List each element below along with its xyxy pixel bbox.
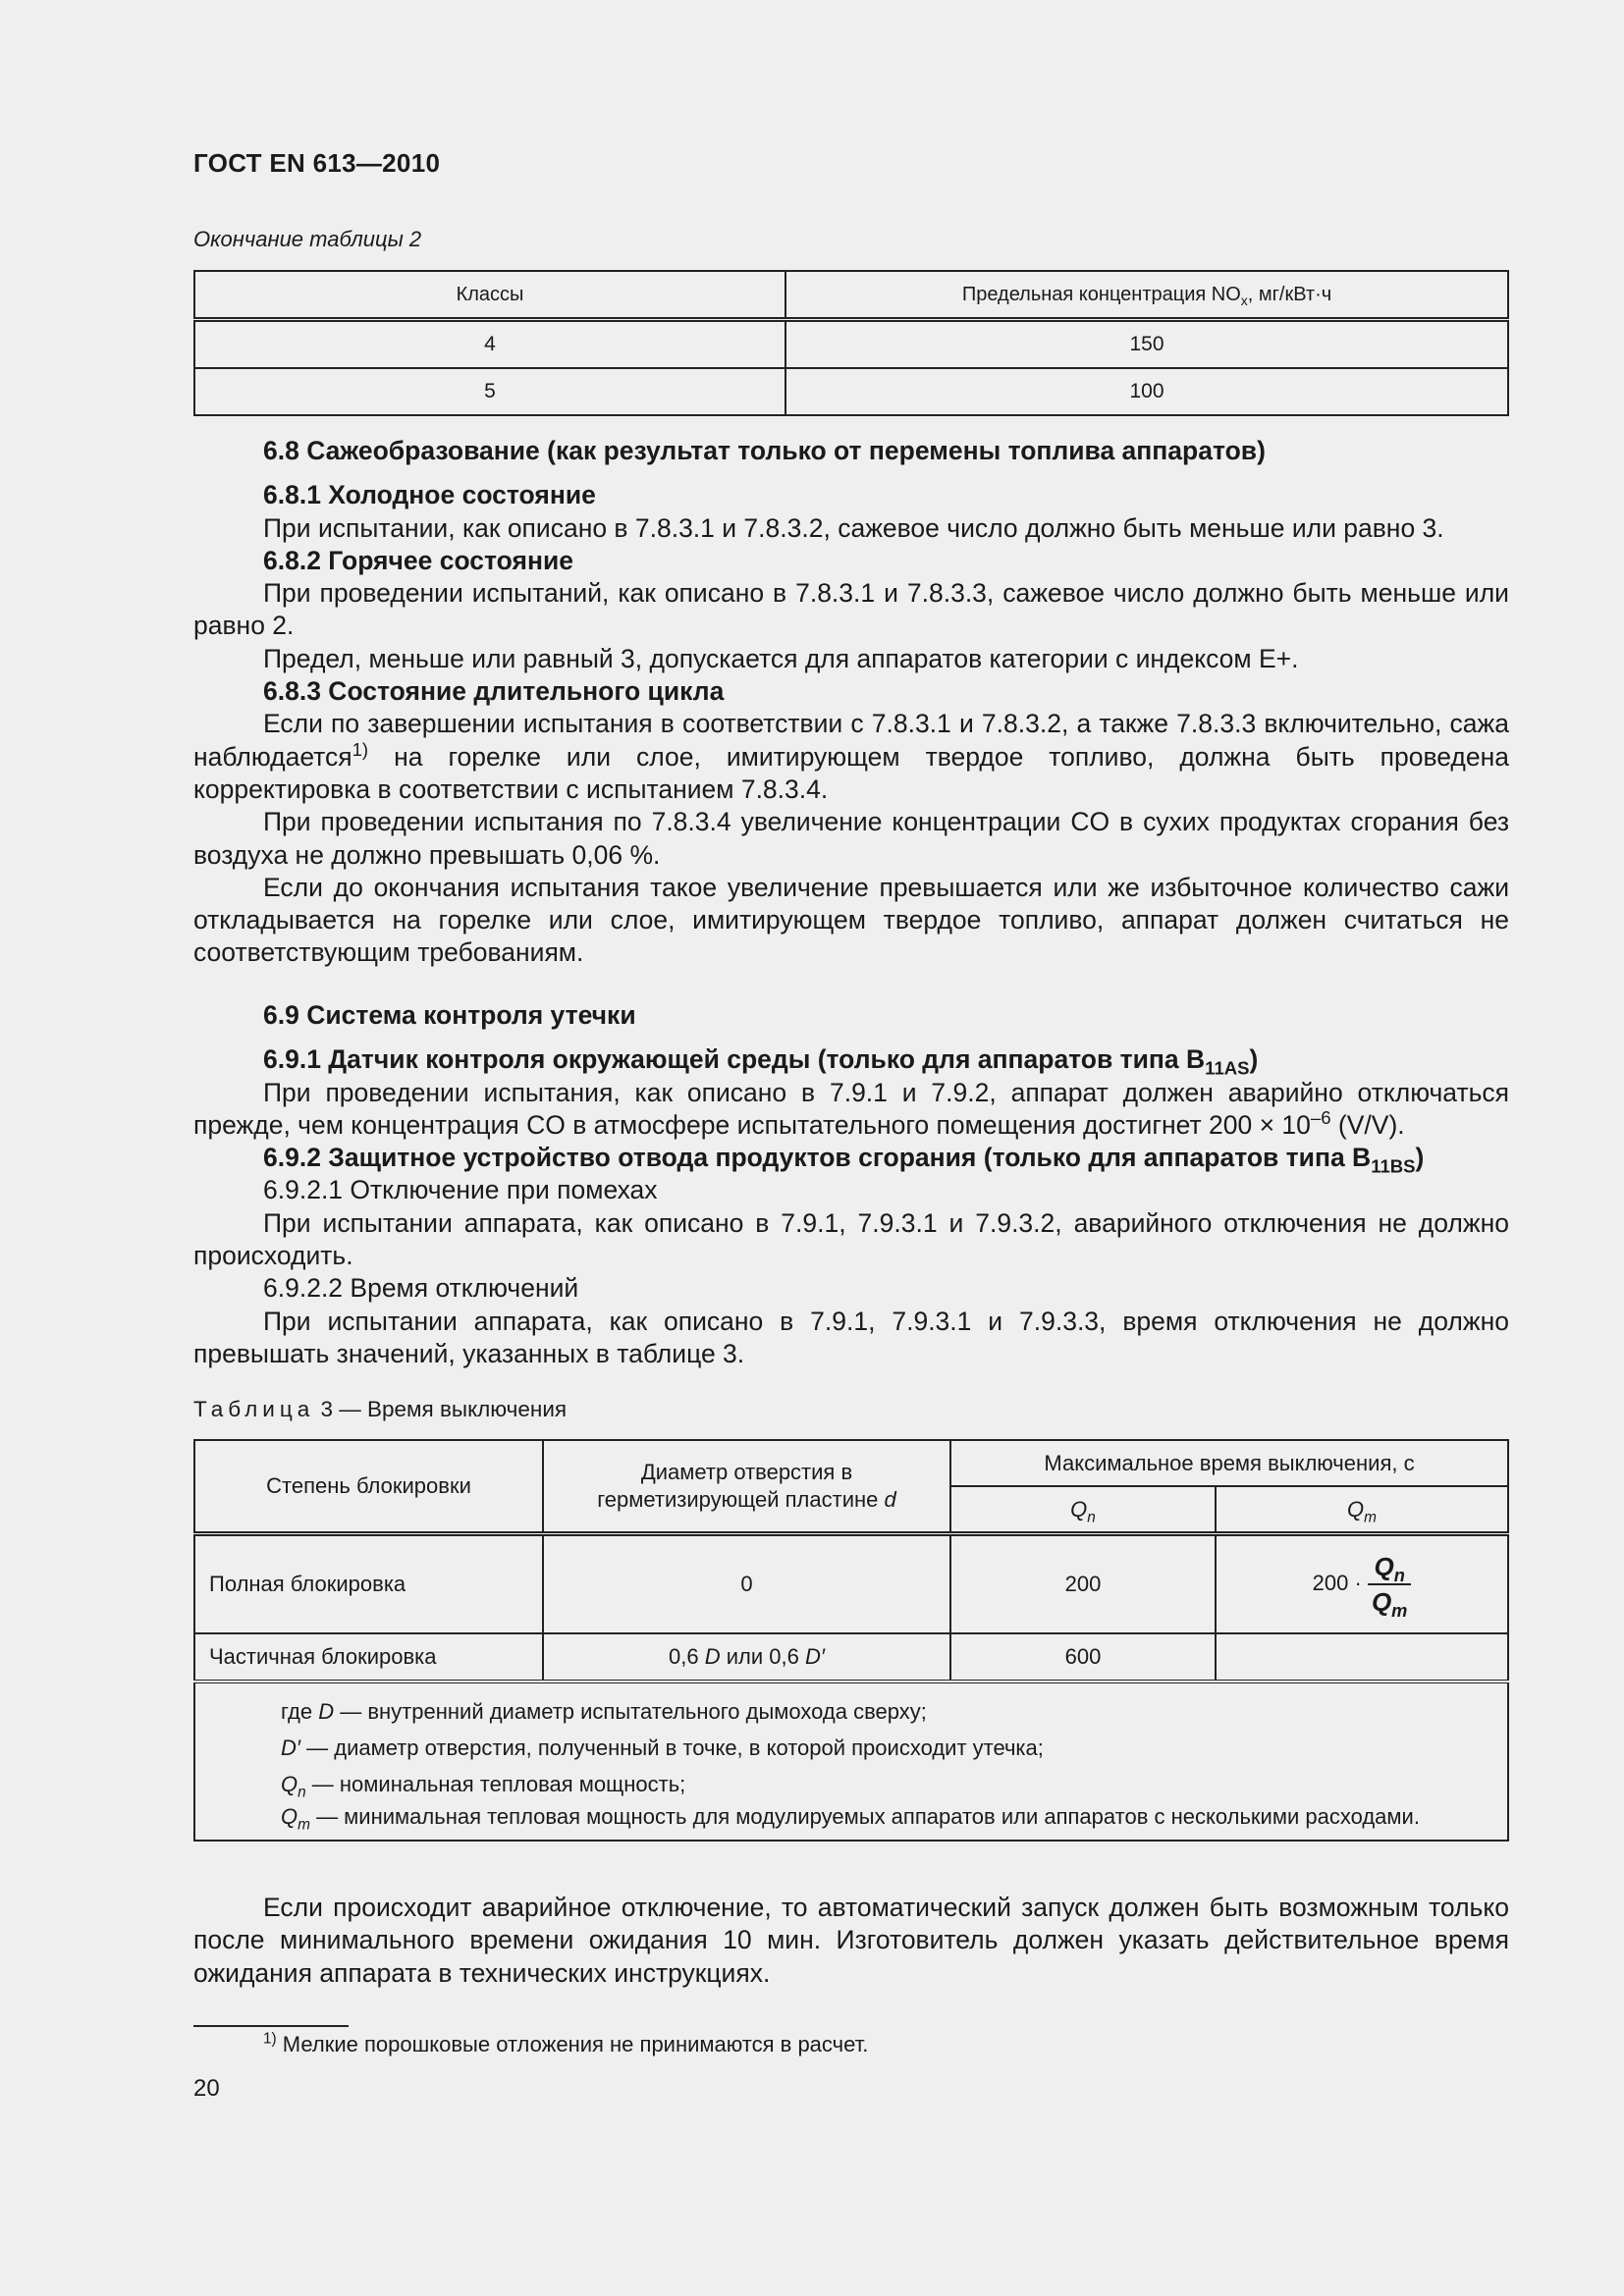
footnote-separator bbox=[193, 2025, 349, 2027]
paragraph: При проведении испытания, как описано в 7.9.1 и 7.9.2, аппарат должен аварийно отключаться прежде, чем концентрация CO в атмосфере испытательного помещения достигнет $200 \times 10^{-6}$ (V/V). bbox=[193, 1077, 1509, 1140]
paragraph: Если происходит аварийное отключение, то автоматический запуск должен быть возможным только после минимального времени ожидания 10 мин. Изготовитель должен указать действительное время ожидания аппарата в технических инструкциях. bbox=[193, 1893, 1509, 1988]
paragraph: При проведении испытания по 7.8.3.4 увеличение концентрации CO в сухих продуктах сгорания без воздуха не должно превышать 0,06 %. bbox=[193, 807, 1509, 870]
cell-diameter: 0 bbox=[543, 1534, 950, 1634]
table-row bbox=[194, 1633, 1508, 1682]
section-6-8 bbox=[193, 435, 1509, 970]
table-row bbox=[194, 368, 1508, 415]
paragraph: При испытании, как описано в 7.8.3.1 и 7.8.3.2, сажевое число должно быть меньше или равно 3. bbox=[263, 512, 1444, 543]
table-2 bbox=[193, 270, 1509, 416]
table-3 bbox=[193, 1439, 1509, 1842]
cell-class: 4 bbox=[194, 320, 785, 369]
table-row bbox=[194, 1534, 1508, 1634]
note: где D — внутренний диаметр испытательного дымохода сверху; bbox=[281, 1699, 927, 1724]
column-header-max-time: Максимальное время выключения, с bbox=[950, 1440, 1508, 1486]
note: $Q_m$ — минимальная тепловая мощность для модулируемых аппаратов или аппаратов с несколькими расходами. bbox=[281, 1804, 1420, 1834]
subsubsection-title: 6.9.2.2 Время отключений bbox=[263, 1273, 579, 1304]
footnote: $^{1)}$ Мелкие порошковые отложения не принимаются в расчет. bbox=[263, 2030, 869, 2056]
paragraph: При проведении испытаний, как описано в 7.8.3.1 и 7.8.3.3, сажевое число должно быть меньше или равно 2. bbox=[193, 578, 1509, 641]
subsection-title: 6.9.2 Защитное устройство отвода продуктов сгорания (только для аппаратов типа $B_{11BS}$) bbox=[263, 1143, 1425, 1177]
cell-blocking: Полная блокировка bbox=[194, 1534, 543, 1634]
subsubsection-title: 6.9.2.1 Отключение при помехах bbox=[263, 1175, 658, 1205]
cell-limit: 100 bbox=[785, 368, 1508, 415]
paragraph: При испытании аппарата, как описано в 7.9.1, 7.9.3.1 и 7.9.3.3, время отключения не должно превышать значений, указанных в таблице 3. bbox=[193, 1306, 1509, 1368]
section-6-9 bbox=[193, 999, 1509, 1370]
column-header-qm: $Q_m$ bbox=[1216, 1486, 1508, 1534]
table-header-row bbox=[194, 271, 1508, 320]
paragraph: При испытании аппарата, как описано в 7.9.1, 7.9.3.1 и 7.9.3.2, аварийного отключения не должно происходить. bbox=[193, 1207, 1509, 1271]
table3-caption: Таблица 3 — Время выключения bbox=[193, 1397, 568, 1421]
paragraph: Предел, меньше или равный 3, допускается для аппаратов категории с индексом E+. bbox=[263, 643, 1299, 673]
document-header: ГОСТ EN 613—2010 bbox=[193, 148, 441, 178]
section-title: 6.8 Сажеобразование (как результат только от перемены топлива аппаратов) bbox=[263, 436, 1266, 465]
formula-fraction: $\frac{Q_n}{Q_m}$ bbox=[1368, 1550, 1411, 1619]
column-header-diameter: Диаметр отверстия в герметизирующей пластине d bbox=[543, 1440, 950, 1534]
table2-caption: Окончание таблицы 2 bbox=[193, 227, 422, 251]
subsection-title: 6.9.1 Датчик контроля окружающей среды (только для аппаратов типа $B_{11AS}$) bbox=[263, 1044, 1259, 1079]
cell-limit: 150 bbox=[785, 320, 1508, 369]
column-header-qn: $Q_n$ bbox=[950, 1486, 1216, 1534]
page-number: 20 bbox=[193, 2075, 220, 2102]
cell-class: 5 bbox=[194, 368, 785, 415]
column-header-classes: Классы bbox=[194, 271, 785, 320]
subsection-title: 6.8.3 Состояние длительного цикла bbox=[263, 676, 725, 707]
table-notes-row bbox=[194, 1682, 1508, 1841]
paragraph: Если до окончания испытания такое увеличение превышается или же избыточное количество сажи откладывается на горелке или слое, имитирующем твердое топливо, аппарат должен считаться не соответствующим требованиям. bbox=[193, 872, 1509, 968]
cell-diameter: 0,6 D или 0,6 D′ bbox=[543, 1633, 950, 1682]
cell-blocking: Частичная блокировка bbox=[194, 1633, 543, 1682]
table-notes bbox=[194, 1682, 1508, 1841]
note: D′ — диаметр отверстия, полученный в точке, в которой происходит утечка; bbox=[281, 1735, 1044, 1760]
paragraph-after-table bbox=[193, 1892, 1509, 1990]
subsection-title: 6.8.1 Холодное состояние bbox=[263, 480, 596, 510]
cell-qn-time: 600 bbox=[950, 1633, 1216, 1682]
table-row bbox=[194, 320, 1508, 369]
table-header-row bbox=[194, 1440, 1508, 1486]
cell-qm-time: 200 · $\frac{Q_n}{Q_m}$ bbox=[1216, 1534, 1508, 1634]
paragraph: Если по завершении испытания в соответствии с 7.8.3.1 и 7.8.3.2, а также 7.8.3.3 включительно, сажа наблюдается$^{1)}$ на горелке или слое, имитирующем твердое топливо, должна быть проведена корректировка в соответствии с испытанием 7.8.3.4. bbox=[193, 709, 1509, 804]
cell-qm-time bbox=[1216, 1633, 1508, 1682]
footnote-ref: 1) bbox=[352, 738, 369, 760]
column-header-blocking: Степень блокировки bbox=[194, 1440, 543, 1534]
column-header-nox-limit: Предельная концентрация $NO_x$, мг/кВт·ч bbox=[785, 271, 1508, 320]
cell-qn-time: 200 bbox=[950, 1534, 1216, 1634]
subsection-title: 6.8.2 Горячее состояние bbox=[263, 545, 573, 575]
note: $Q_n$ — номинальная тепловая мощность; bbox=[281, 1772, 686, 1801]
section-title: 6.9 Система контроля утечки bbox=[263, 1000, 636, 1030]
